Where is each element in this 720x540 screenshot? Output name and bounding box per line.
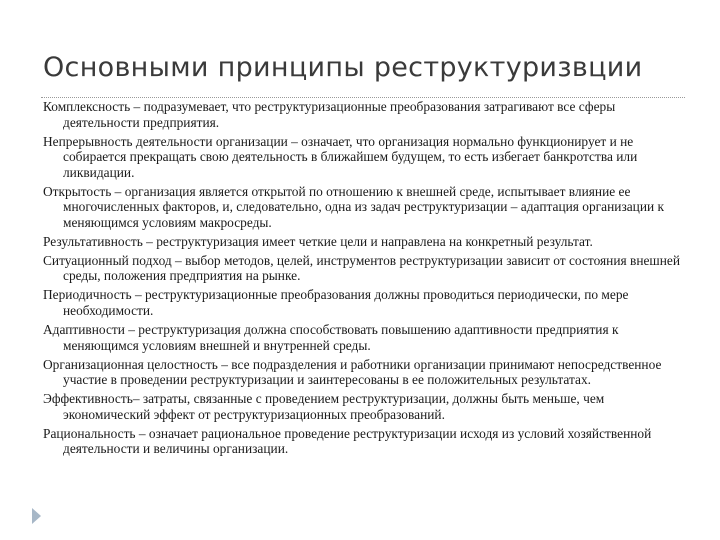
principles-list: [43, 99, 683, 460]
list-item: Периодичность – реструктуризационные преобразования должны проводиться периодически, по мере необходимости.: [43, 287, 629, 318]
list-item: Ситуационный подход – выбор методов, целей, инструментов реструктуризации зависит от состояния внешней среды, положения предприятия на рынке.: [43, 252, 681, 284]
list-item: Комплексность – подразумевает, что реструктуризационные преобразования затрагивают все сферы деятельности предприятия.: [43, 99, 616, 130]
list-item: Рациональность – означает рациональное проведение реструктуризации исходя из условий хозяйственной деятельности и величины организации.: [43, 425, 652, 457]
list-item: Непрерывность деятельности организации – означает, что организация нормально функционирует и не собирается прекращать свою деятельность в ближайшем будущем, то есть избегает банкротства или ликвидации.: [43, 133, 638, 180]
title-divider: [41, 97, 685, 98]
slide-title: Основными принципы реструктуризвции: [43, 52, 643, 83]
list-item: Организационная целостность – все подразделения и работники организации принимают непосредственное участие в проведении реструктуризации и заинтересованы в ее положительных результатах.: [43, 356, 662, 388]
list-item: Результативность – реструктуризация имеет четкие цели и направлена на конкретный результат.: [43, 233, 593, 249]
list-item: Открытость – организация является открытой по отношению к внешней среде, испытывает влияние ее многочисленных факторов, и, следовательно, одна из задач реструктуризации – адаптация организации к меняющимся условиям макросреды.: [43, 183, 665, 230]
triangle-right-icon[interactable]: [32, 508, 41, 524]
list-item: Эффективность– затраты, связанные с проведением реструктуризации, должны быть меньше, чем экономический эффект от реструктуризационных преобразований.: [43, 391, 605, 422]
list-item: Адаптивности – реструктуризация должна способствовать повышению адаптивности предприятия к меняющимся условиям внешней и внутренней среды.: [43, 322, 619, 353]
